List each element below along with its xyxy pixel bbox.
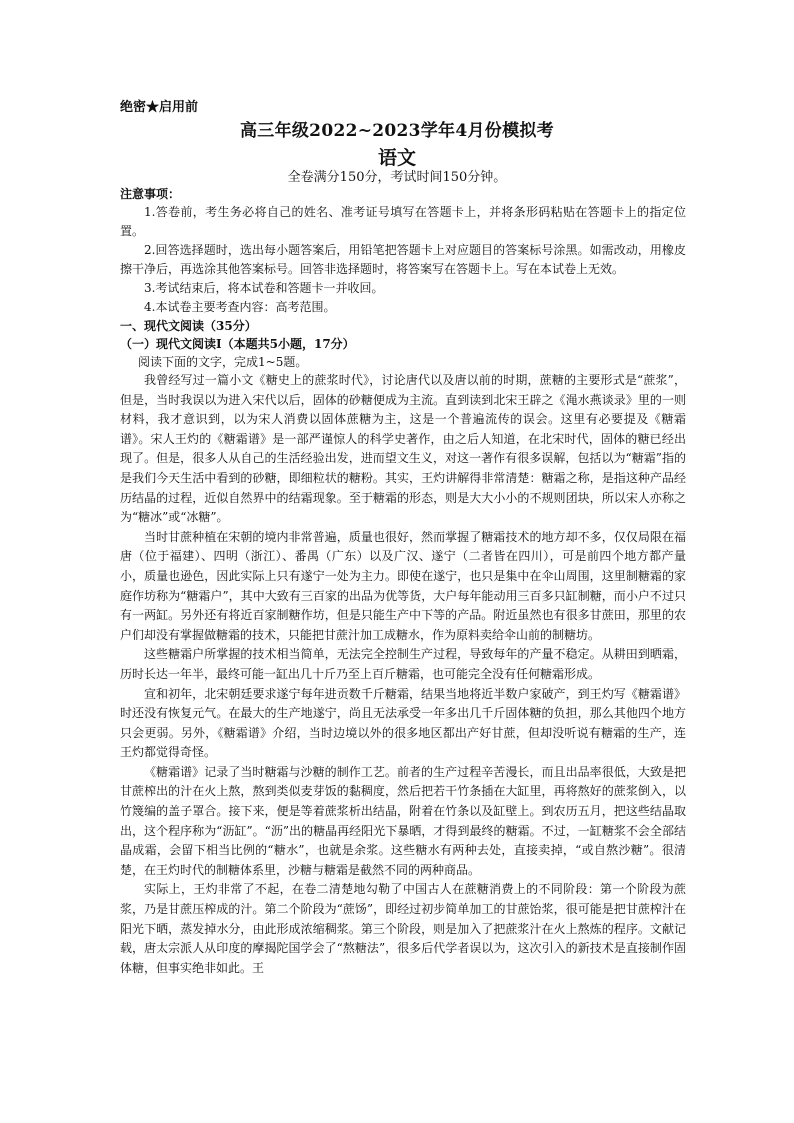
- notice-item: 4.本试卷主要考查内容：高考范围。: [144, 300, 336, 314]
- score-info: 全卷满分150分，考试时间150分钟。: [287, 170, 507, 185]
- notice-block: [120, 185, 686, 317]
- page-body: [120, 185, 686, 978]
- reading-article: [120, 371, 686, 978]
- reading-instruction: 阅读下面的文字，完成1~5题。: [138, 355, 308, 369]
- exam-subject: 语文: [377, 147, 416, 169]
- article-paragraph: 我曾经写过一篇小文《糖史上的蔗浆时代》，讨论唐代以及唐以前的时期，蔗糖的主要形式是“蔗浆”，但是，当时我误以为进入宋代以后，固体的砂糖便成为主流。直到读到北宋王辟之《渑水燕谈录》里的一则材料，我才意识到，以为宋人消费以固体蔗糖为主，这是一个普遍流传的误会。这里有必要提及《糖霜谱》。宋人王灼的《糖霜谱》是一部严谨惊人的科学史著作，由之后人知道，在北宋时代，固体的糖已经出现了。但是，很多人从自己的生活经验出发，进而望文生义，对这一著作有很多误解，包括以为“糖霜”指的是我们今天生活中看到的砂糖，即细粒状的糖粉。其实，王灼讲解得非常清楚：糖霜之称，是指这种产品经历结晶的过程，近似自然界中的结霜现象。至于糖霜的形态，则是大大小小的不规则团块，所以宋人亦称之为“糖冰”或“冰糖”。: [120, 373, 686, 525]
- exam-title: 高三年级2022~2023学年4月份模拟考: [239, 121, 554, 141]
- article-paragraph: 这些糖霜户所掌握的技术相当简单，无法完全控制生产过程，导致每年的产量不稳定。从耕田到晒霜，历时长达一年半，最终可能一缸出几十斤乃至上百斤糖霜，也可能完全没有任何糖霜形成。: [120, 647, 686, 681]
- article-paragraph: 实际上，王灼非常了不起，在卷二清楚地勾勒了中国古人在蔗糖消费上的不同阶段：第一个阶段为蔗浆，乃是甘蔗压榨成的汁。第二个阶段为“蔗饧”，即经过初步简单加工的甘蔗饴浆，很可能是把甘蔗榨汁在阳光下晒，蒸发掉水分，由此形成浓缩稠浆。第三个阶段，则是加入了把蔗浆汁在火上熬炼的程序。文献记载，唐太宗派人从印度的摩揭陀国学会了“熬糖法”，很多后代学者误以为，这次引入的新技术是直接制作固体糖，但事实绝非如此。王: [120, 882, 686, 975]
- notice-item: 1.答卷前，考生务必将自己的姓名、准考证号填写在答题卡上，并将条形码粘贴在答题卡上的指定位置。: [120, 205, 686, 238]
- notice-item: 3.考试结束后，将本试卷和答题卡一并收回。: [144, 281, 384, 295]
- section-heading: 一、现代文阅读（35分）: [120, 319, 257, 333]
- notice-heading: 注意事项：: [120, 187, 181, 201]
- article-paragraph: 宣和初年，北宋朝廷要求遂宁每年进贡数千斤糖霜，结果当地将近半数户家破产，到王灼写《糖霜谱》时还没有恢复元气。在最大的生产地遂宁，尚且无法承受一年多出几千斤固体糖的负担，那么其他四个地方只会更弱。另外，《糖霜谱》介绍，当时边境以外的很多地区都出产好甘蔗，但却没听说有糖霜的生产，连王灼都觉得奇怪。: [120, 686, 686, 760]
- section-subheading: （一）现代文阅读Ⅰ（本题共5小题，17分）: [120, 337, 355, 351]
- article-paragraph: 《糖霜谱》记录了当时糖霜与沙糖的制作工艺。前者的生产过程辛苦漫长，而且出品率很低，大致是把甘蔗榨出的汁在火上熬，熬到类似麦芽饭的黏稠度，然后把若干竹条插在大缸里，再将熬好的蔗浆倒入，以竹篾编的盖子罩合。接下来，便是等着蔗浆析出结晶，附着在竹条以及缸壁上。到农历五月，把这些结晶取出，这个程序称为“沥缸”。“沥”出的糖晶再经阳光下暴晒，才得到最终的糖霜。不过，一缸糖浆不会全部结晶成霜，会留下相当比例的“糖水”，也就是余浆。这些糖水有两种去处，直接卖掉，“或自熬沙糖”。很清楚，在王灼时代的制糖体系里，沙糖与糖霜是截然不同的两种商品。: [120, 764, 686, 877]
- notice-item: 2.回答选择题时，选出每小题答案后，用铅笔把答题卡上对应题目的答案标号涂黑。如需改动，用橡皮擦干净后，再选涂其他答案标号。回答非选择题时，将答案写在答题卡上。写在本试卷上无效。: [120, 243, 686, 276]
- secret-label: 绝密★启用前: [120, 100, 199, 115]
- article-paragraph: 当时甘蔗种植在宋朝的境内非常普遍，质量也很好，然而掌握了糖霜技术的地方却不多，仅仅局限在福唐（位于福建）、四明（浙江）、番禺（广东）以及广汉、遂宁（二者皆在四川），可是前四个地方都产量小，质量也逊色，因此实际上只有遂宁一处为主力。即使在遂宁，也只是集中在伞山周围，这里制糖霜的家庭作坊称为“糖霜户”，其中大致有三百家的出品为优等货，大户每年能动用三百多只缸制糖，而小户不过只有一两缸。另外还有将近百家制糖作坊，但是只能生产中下等的产品。附近虽然也有很多甘蔗田，那里的农户们却没有掌握做糖霜的技术，只能把甘蔗汁加工成糖水，作为原料卖给伞山前的制糖坊。: [120, 529, 686, 642]
